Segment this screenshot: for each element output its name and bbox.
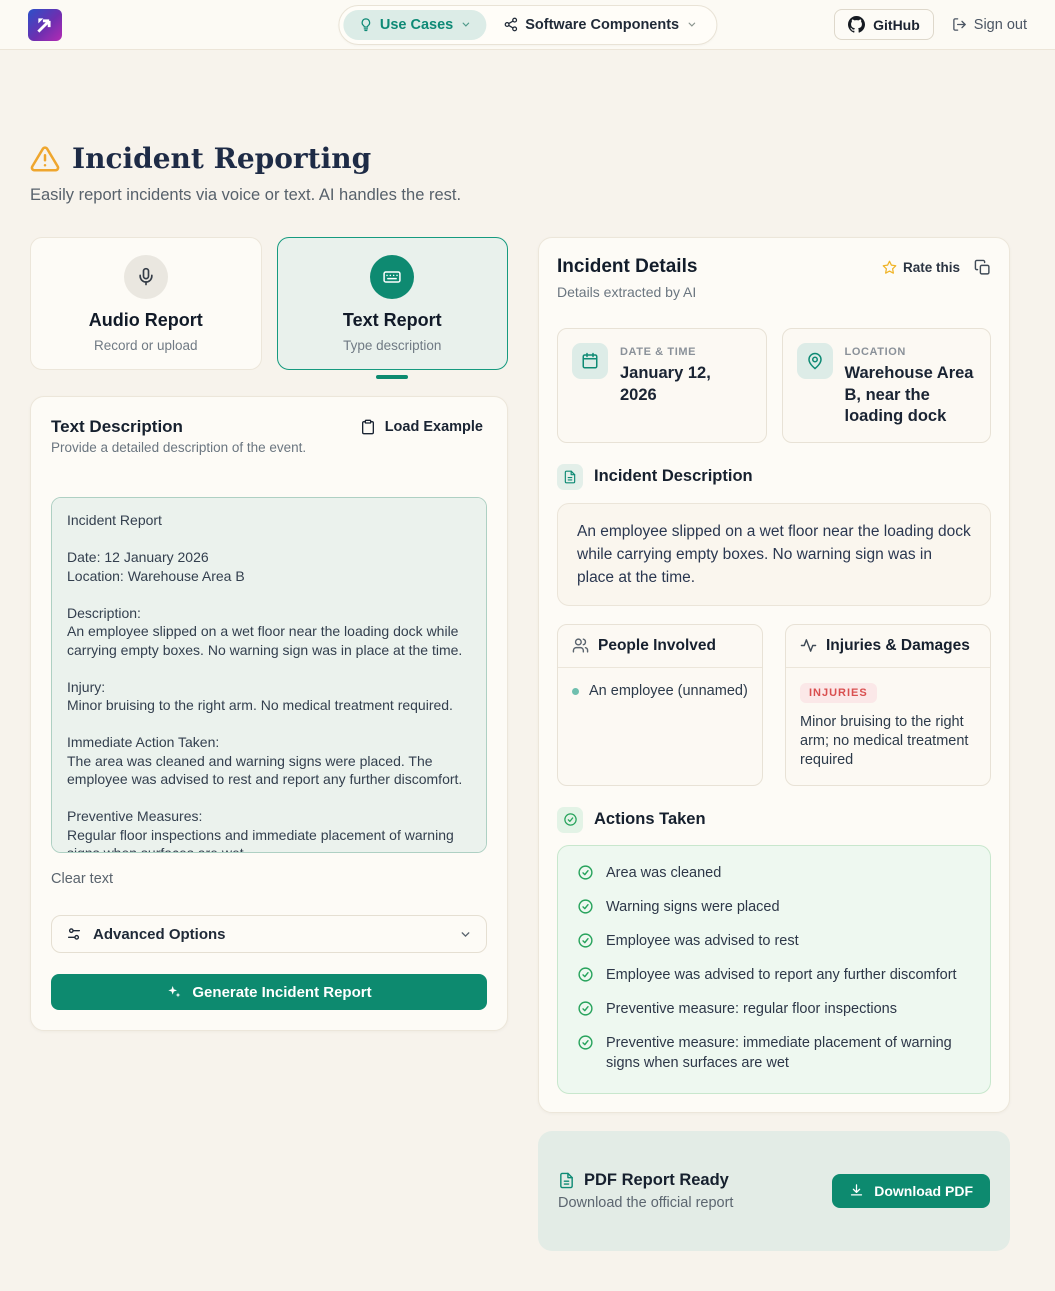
location-value: Warehouse Area B, near the loading dock <box>844 364 974 425</box>
people-involved-card <box>557 624 763 786</box>
generate-report-label: Generate Incident Report <box>192 983 372 1001</box>
download-pdf-button[interactable] <box>832 1174 990 1208</box>
page-subtitle: Easily report incidents via voice or text. AI handles the rest. <box>30 186 462 204</box>
incident-description-body: An employee slipped on a wet floor near the loading dock while carrying empty boxes. No warning sign was in place at the time. <box>557 503 991 606</box>
rate-this-label: Rate this <box>902 260 960 275</box>
action-item-text: Preventive measure: immediate placement of warning signs when surfaces are wet <box>606 1034 952 1071</box>
pdf-document-icon <box>558 1172 575 1189</box>
injuries-damages-card <box>785 624 991 786</box>
tab-audio-report[interactable] <box>30 237 262 370</box>
active-tab-indicator <box>376 375 408 379</box>
chevron-down-icon <box>460 19 471 30</box>
load-example-button[interactable] <box>356 417 487 437</box>
pdf-ready-subtitle: Download the official report <box>558 1194 734 1211</box>
github-label: GitHub <box>873 16 920 33</box>
generate-report-button[interactable] <box>51 974 487 1010</box>
nav-right-group <box>834 9 1027 40</box>
check-circle-icon <box>577 898 594 915</box>
tab-text-report[interactable] <box>277 237 509 370</box>
map-pin-icon <box>806 352 824 370</box>
clear-text-button[interactable]: Clear text <box>51 871 114 887</box>
people-involved-heading: People Involved <box>598 636 717 654</box>
text-description-title: Text Description <box>51 417 183 436</box>
keyboard-icon-circle <box>370 255 414 299</box>
check-circle-icon <box>577 864 594 881</box>
text-report-title: Text Report <box>342 309 442 330</box>
activity-icon <box>800 637 817 654</box>
top-navbar <box>0 0 1055 50</box>
download-pdf-label: Download PDF <box>874 1182 973 1199</box>
actions-taken-heading: Actions Taken <box>594 810 706 828</box>
pdf-ready-title: PDF Report Ready <box>584 1170 729 1189</box>
map-pin-icon-square <box>797 343 833 379</box>
action-item-text: Preventive measure: regular floor inspections <box>606 1000 897 1017</box>
date-time-label: DATE & TIME <box>620 346 697 358</box>
check-circle-icon <box>577 1034 594 1051</box>
load-example-label: Load Example <box>384 419 483 435</box>
action-item-text: Employee was advised to report any further discomfort <box>606 966 957 983</box>
text-description-panel <box>30 396 508 1031</box>
audio-report-subtitle: Record or upload <box>93 337 198 353</box>
action-item <box>577 965 971 985</box>
sparkles-icon <box>166 984 182 1000</box>
action-item-text: Employee was advised to rest <box>606 932 799 949</box>
document-icon <box>563 470 577 484</box>
sign-out-label: Sign out <box>973 16 1027 33</box>
action-item <box>577 897 971 917</box>
components-icon <box>503 17 518 32</box>
bullet-dot <box>572 688 579 695</box>
check-circle-icon-square <box>557 807 583 833</box>
incident-details-subtitle: Details extracted by AI <box>557 284 697 300</box>
text-report-subtitle: Type description <box>343 337 442 353</box>
warning-triangle-icon <box>30 144 60 174</box>
nav-software-components-label: Software Components <box>525 16 680 33</box>
keyboard-icon <box>382 267 402 287</box>
actions-taken-list <box>557 845 991 1094</box>
copy-icon <box>974 259 991 276</box>
nav-use-cases[interactable] <box>343 10 486 40</box>
rate-this-button[interactable] <box>882 260 960 275</box>
check-circle-icon <box>577 966 594 983</box>
copy-button[interactable] <box>974 259 991 276</box>
sliders-icon <box>66 926 82 942</box>
person-item <box>572 683 748 699</box>
injuries-badge: INJURIES <box>800 683 877 703</box>
logo-arrow-icon <box>35 15 55 35</box>
action-item <box>577 931 971 951</box>
pdf-report-card <box>538 1131 1010 1251</box>
lightbulb-icon <box>358 17 373 32</box>
app-logo[interactable] <box>28 9 62 41</box>
microphone-icon <box>136 267 156 287</box>
download-icon <box>849 1183 864 1198</box>
date-time-card <box>557 328 767 443</box>
calendar-icon <box>581 352 599 370</box>
input-mode-tabs <box>30 237 508 379</box>
sign-out-button[interactable] <box>952 17 1027 33</box>
incident-text-input[interactable] <box>51 497 487 853</box>
clipboard-icon <box>360 419 376 435</box>
mic-icon-circle <box>124 255 168 299</box>
action-item <box>577 1033 971 1073</box>
check-circle-icon <box>563 812 578 827</box>
advanced-options-label: Advanced Options <box>93 925 226 943</box>
people-icon <box>572 637 589 654</box>
github-button[interactable] <box>834 9 934 40</box>
advanced-options-toggle[interactable] <box>51 915 487 953</box>
action-item <box>577 863 971 883</box>
sign-out-icon <box>952 17 967 32</box>
nav-software-components[interactable] <box>488 10 712 40</box>
nav-pill-group <box>338 5 717 45</box>
action-item <box>577 999 971 1019</box>
incident-details-panel <box>538 237 1010 1113</box>
incident-details-title: Incident Details <box>557 256 698 277</box>
injuries-damages-heading: Injuries & Damages <box>826 636 970 654</box>
location-label: LOCATION <box>844 346 906 358</box>
document-icon-square <box>557 464 583 490</box>
calendar-icon-square <box>572 343 608 379</box>
date-time-value: January 12, 2026 <box>620 364 711 404</box>
chevron-down-icon <box>686 19 697 30</box>
check-circle-icon <box>577 1000 594 1017</box>
action-item-text: Warning signs were placed <box>606 898 780 915</box>
page-header <box>30 142 1010 205</box>
action-item-text: Area was cleaned <box>606 864 722 881</box>
text-description-subtitle: Provide a detailed description of the event. <box>51 440 307 455</box>
star-icon <box>882 260 897 275</box>
injuries-body: Minor bruising to the right arm; no medical treatment required <box>800 713 969 768</box>
audio-report-title: Audio Report <box>88 309 203 330</box>
page-title: Incident Reporting <box>72 142 372 175</box>
nav-use-cases-label: Use Cases <box>379 16 454 33</box>
person-item-text: An employee (unnamed) <box>589 682 748 699</box>
incident-description-heading: Incident Description <box>594 467 753 485</box>
github-icon <box>848 16 865 33</box>
location-card <box>782 328 992 443</box>
chevron-down-icon <box>459 928 472 941</box>
check-circle-icon <box>577 932 594 949</box>
